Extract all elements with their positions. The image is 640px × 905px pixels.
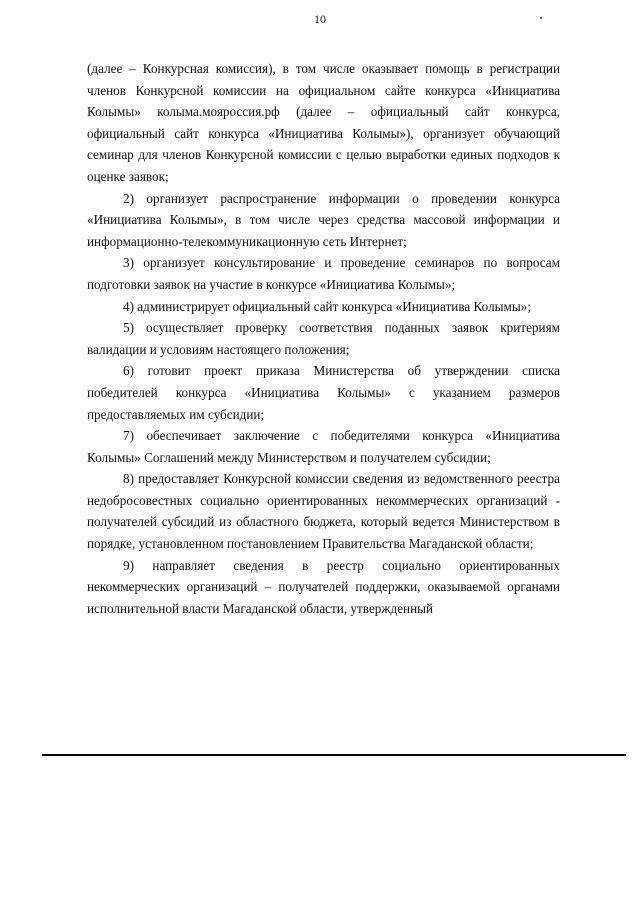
page-number: 10 [314,12,326,26]
paragraph-item-2: 2) организует распространение информации о проведении конкурса «Инициатива Колымы», в том числе через средства массовой информации и информационно-телекоммуникационную сеть Интернет; [87,190,560,249]
document-body [87,58,560,619]
paragraph-item-7: 7) обеспечивает заключение с победителями конкурса «Инициатива Колымы» Соглашений между Министерством и получателем субсидии; [87,428,560,465]
paragraph-item-8: 8) предоставляет Конкурсной комиссии сведения из ведомственного реестра недобросовестных социально ориентированных некоммерческих организаций - получателей субсидий из областного бюджета, который ведется Министерством в порядке, установленном постановлением Правительства Магаданской области; [87,471,560,552]
paragraph-item-6: 6) готовит проект приказа Министерства об утверждении списка победителей конкурса «Инициатива Колымы» с указанием размеров предоставляемых им субсидии; [87,363,560,422]
paragraph-item-9: 9) направляет сведения в реестр социально ориентированных некоммерческих организаций – получателей поддержки, оказываемой органами исполнительной власти Магаданской области, утвержденный [87,557,560,616]
page-bottom-rule [42,754,626,756]
paragraph-item-5: 5) осуществляет проверку соответствия поданных заявок критериям валидации и условиям настоящего положения; [87,320,560,357]
paragraph-item-3: 3) организует консультирование и проведение семинаров по вопросам подготовки заявок на участие в конкурсе «Инициатива Колымы»; [87,255,560,292]
paragraph-item-4: 4) администрирует официальный сайт конкурса «Инициатива Колымы»; [123,298,531,314]
paragraph-continuation: (далее – Конкурсная комиссия), в том числе оказывает помощь в регистрации членов Конкурсной комиссии на официальном сайте конкурса «Инициатива Колымы» колыма.мояроссия.рф (далее – официальный сайт конкурса, официальный сайт конкурса «Инициатива Колымы»), организует обучающий семинар для членов Конкурсной комиссии с целью выработки единых подходов к оценке заявок; [87,61,560,184]
scan-mark [540,17,542,19]
